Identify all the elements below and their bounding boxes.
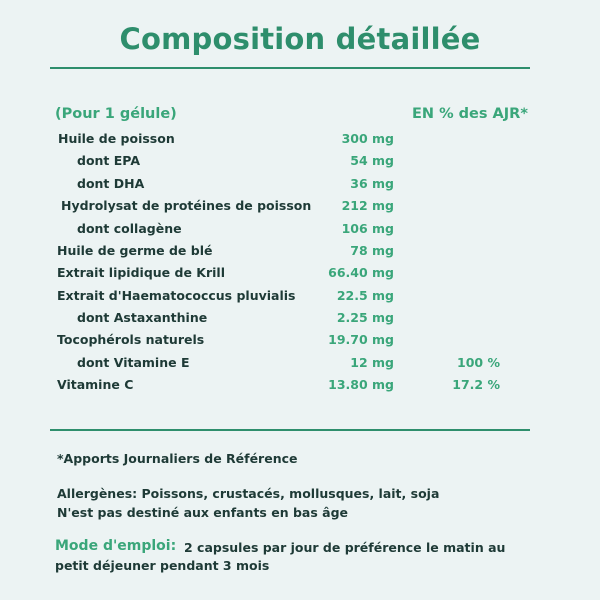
ingredient-quantity: 19.70 mg (328, 332, 394, 347)
ajr-header: EN % des AJR* (412, 106, 528, 122)
ingredient-quantity: 2.25 mg (336, 310, 394, 325)
table-row (0, 153, 600, 175)
ingredient-quantity: 300 mg (341, 131, 394, 146)
ingredient-name: Vitamine C (57, 377, 134, 392)
ingredient-name: dont EPA (77, 153, 140, 168)
usage-text-line1: 2 capsules par jour de préférence le matin au (184, 540, 506, 555)
table-row (0, 355, 600, 377)
ingredient-quantity: 54 mg (350, 153, 394, 168)
ingredient-quantity: 66.40 mg (328, 265, 394, 280)
table-row (0, 332, 600, 354)
ingredient-ajr: 100 % (457, 355, 500, 370)
children-warning: N'est pas destiné aux enfants en bas âge (57, 505, 348, 520)
table-row (0, 131, 600, 153)
bottom-divider (50, 429, 530, 431)
table-row (0, 288, 600, 310)
ingredient-name: dont DHA (77, 176, 145, 191)
ingredient-name: Huile de poisson (58, 131, 175, 146)
ajr-footnote: *Apports Journaliers de Référence (57, 451, 298, 466)
page-title: Composition détaillée (119, 22, 481, 56)
ingredient-name: dont Astaxanthine (77, 310, 208, 325)
table-row (0, 198, 600, 220)
ingredient-quantity: 212 mg (341, 198, 394, 213)
table-row (0, 377, 600, 399)
ingredient-name: Tocophérols naturels (57, 332, 205, 347)
ingredient-name: Huile de germe de blé (57, 243, 213, 258)
ingredient-name: dont Vitamine E (77, 355, 190, 370)
usage-text-line2: petit déjeuner pendant 3 mois (55, 558, 270, 573)
allergens-text: Allergènes: Poissons, crustacés, mollusques, lait, soja (57, 486, 440, 501)
ingredient-name: Extrait d'Haematococcus pluvialis (57, 288, 296, 303)
ingredient-name: dont collagène (77, 221, 182, 236)
top-divider (50, 67, 530, 69)
serving-header: (Pour 1 gélule) (55, 106, 177, 122)
ingredient-ajr: 17.2 % (452, 377, 500, 392)
table-row (0, 310, 600, 332)
table-row (0, 176, 600, 198)
ingredient-quantity: 13.80 mg (328, 377, 394, 392)
ingredient-quantity: 12 mg (350, 355, 394, 370)
ingredient-quantity: 36 mg (350, 176, 394, 191)
usage-label: Mode d'emploi: (55, 538, 177, 554)
ingredient-name: Hydrolysat de protéines de poisson (61, 198, 312, 213)
table-row (0, 265, 600, 287)
ingredient-quantity: 22.5 mg (336, 288, 394, 303)
ingredient-quantity: 106 mg (341, 221, 394, 236)
table-row (0, 221, 600, 243)
ingredient-quantity: 78 mg (350, 243, 394, 258)
table-row (0, 243, 600, 265)
ingredient-name: Extrait lipidique de Krill (57, 265, 225, 280)
